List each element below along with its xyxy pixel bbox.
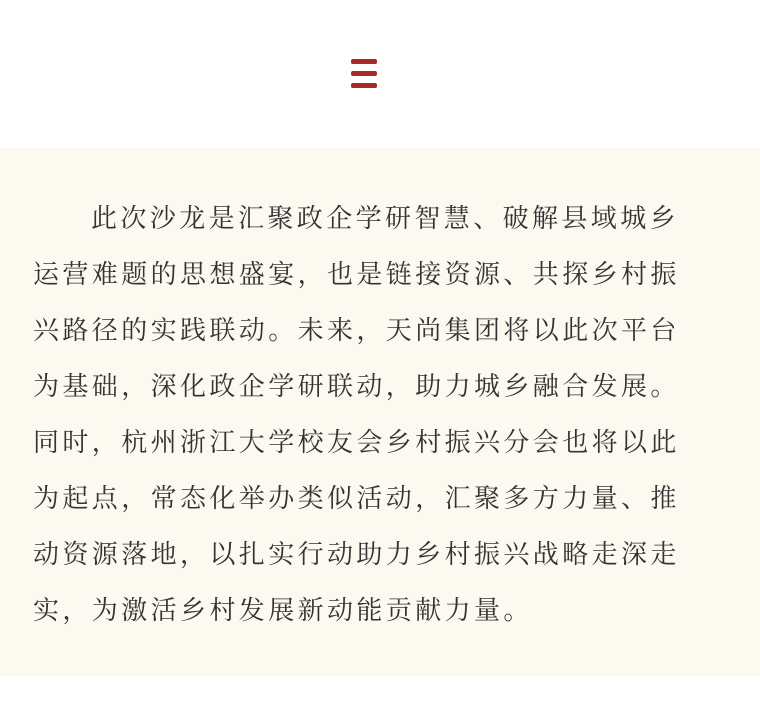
paragraph-line: 同时，杭州浙江大学校友会乡村振兴分会也将以此 (33, 428, 680, 458)
paragraph-line: 为基础，深化政企学研联动，助力城乡融合发展。 (33, 372, 680, 402)
menu-icon[interactable] (351, 59, 377, 89)
menu-icon-bar (351, 83, 377, 88)
article-paragraph (33, 198, 733, 646)
paragraph-line: 为起点，常态化举办类似活动，汇聚多方力量、推 (33, 484, 680, 514)
paragraph-line: 此次沙龙是汇聚政企学研智慧、破解县域城乡 (91, 204, 680, 234)
article-panel (0, 148, 760, 676)
header-area (0, 0, 760, 148)
paragraph-line: 运营难题的思想盛宴，也是链接资源、共探乡村振 (33, 260, 680, 290)
menu-icon-bar (351, 59, 377, 64)
paragraph-line: 兴路径的实践联动。未来，天尚集团将以此次平台 (33, 316, 680, 346)
paragraph-line: 实，为激活乡村发展新动能贡献力量。 (33, 596, 533, 626)
paragraph-line: 动资源落地，以扎实行动助力乡村振兴战略走深走 (33, 540, 680, 570)
menu-icon-bar (351, 71, 377, 76)
